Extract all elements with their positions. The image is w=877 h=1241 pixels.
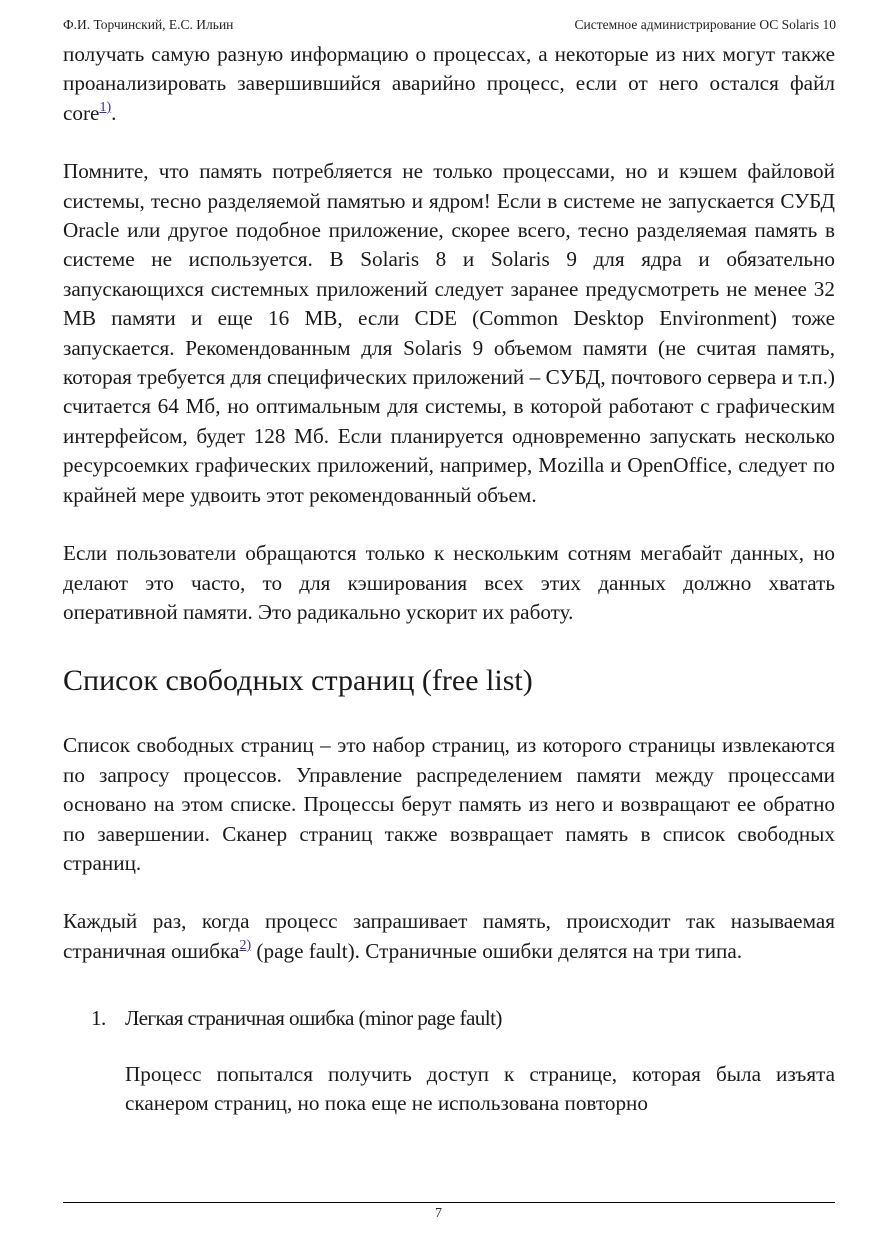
paragraph-page-fault bbox=[63, 907, 835, 966]
page-content bbox=[63, 40, 835, 1118]
header-book-title: Системное администрирование ОС Solaris 10 bbox=[574, 17, 836, 32]
list-item-title: Легкая страничная ошибка (minor page fault) bbox=[125, 1006, 502, 1031]
paragraph-text: Каждый раз, когда процесс запрашивает память, происходит так называемая страничная ошибка bbox=[63, 909, 835, 963]
header-authors: Ф.И. Торчинский, Е.С. Ильин bbox=[63, 17, 234, 32]
section-heading: Список свободных страниц (free list) bbox=[63, 664, 533, 698]
page-header bbox=[63, 14, 836, 36]
paragraph-text: получать самую разную информацию о процессах, а некоторые из них могут также проанализировать завершившийся аварийно процесс, если от него остался файл core bbox=[63, 42, 835, 125]
footer-divider bbox=[63, 1202, 835, 1203]
paragraph-free-list: Список свободных страниц – это набор страниц, из которого страницы извлекаются по запросу процессов. Управление распределением памяти между процессами основано на этом списке. Процессы берут память из него и возвращают ее обратно по завершении. Сканер страниц также возвращает память в список свободных страниц. bbox=[63, 733, 835, 875]
paragraph-memory: Помните, что память потребляется не только процессами, но и кэшем файловой системы, тесно разделяемой памятью и ядром! Если в системе не запускается СУБД Oracle или другое подобное приложение, скорее всего, тесно разделяемая память в системе не используется. В Solaris 8 и Solaris 9 для ядра и обязательно запускающихся системных приложений следует заранее предусмотреть не менее 32 MB памяти и еще 16 MB, если CDE (Common Desktop Environment) тоже запускается. Рекомендованным для Solaris 9 объемом памяти (не считая память, которая требуется для специфических приложений – СУБД, почтового сервера и т.п.) считается 64 Мб, но оптимальным для системы, в которой работают с графическим интерфейсом, будет 128 Мб. Если планируется одновременно запускать несколько ресурсоемких графических приложений, например, Mozilla и OpenOffice, следует по крайней мере удвоить этот рекомендованный объем. bbox=[63, 159, 835, 507]
page-number: 7 bbox=[435, 1206, 442, 1221]
list-item-body: Процесс попытался получить доступ к странице, которая была изъята сканером страниц, но пока еще не использована повторно bbox=[125, 1061, 835, 1115]
paragraph-cache: Если пользователи обращаются только к нескольким сотням мегабайт данных, но делают это часто, то для кэширования всех этих данных должно хватать оперативной памяти. Это радикально ускорит их работу. bbox=[63, 541, 835, 624]
numbered-list bbox=[63, 1004, 835, 1118]
footnote-link-2[interactable]: 2) bbox=[239, 937, 252, 953]
list-item bbox=[63, 1004, 835, 1033]
paragraph-continued bbox=[63, 40, 835, 128]
footnote-link-1[interactable]: 1) bbox=[99, 99, 112, 115]
paragraph-end: (page fault). Страничные ошибки делятся на три типа. bbox=[251, 938, 743, 963]
list-item-number: 1. bbox=[91, 1006, 106, 1031]
paragraph-end: . bbox=[111, 100, 117, 125]
